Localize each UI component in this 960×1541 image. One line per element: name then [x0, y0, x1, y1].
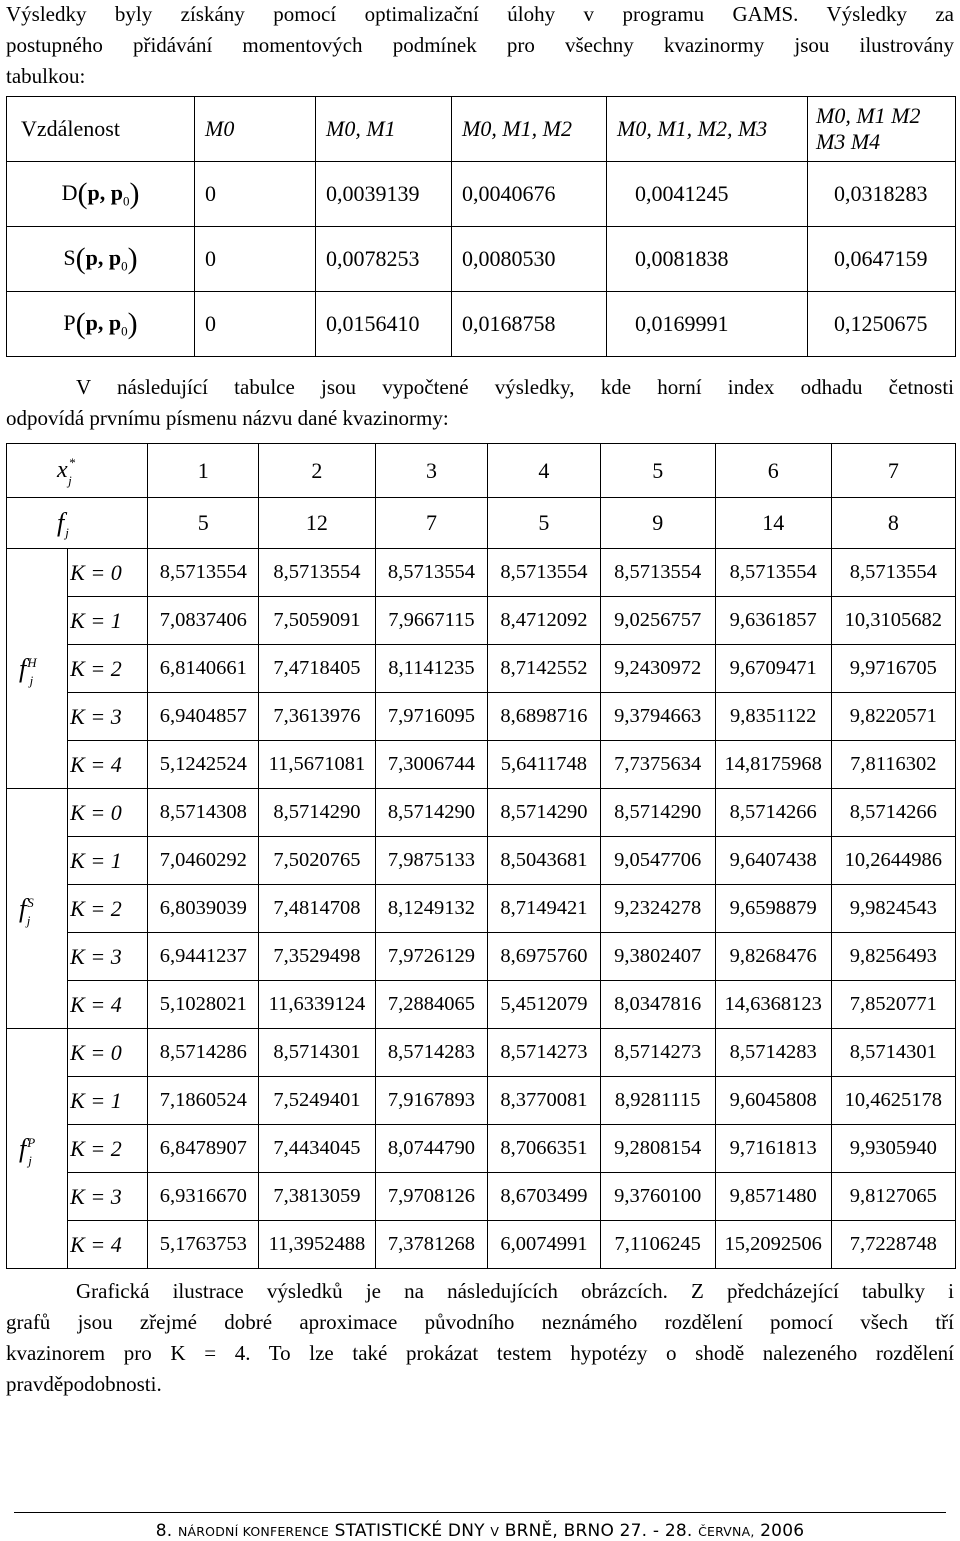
estimate-cell: 9,8220571	[831, 693, 955, 741]
intro-line: postupného přidávání momentových podmínek pro všechny kvazinormy jsou ilustrovány	[6, 33, 954, 57]
estimate-cell: 8,6703499	[488, 1173, 600, 1221]
outro-line: pravděpodobnosti.	[6, 1372, 162, 1396]
k-label: K = 0	[68, 549, 148, 597]
estimate-cell: 6,8039039	[148, 885, 259, 933]
estimate-cell: 8,5713554	[259, 549, 376, 597]
outro-paragraph	[6, 1276, 954, 1400]
distance-row-label: P(p, $p_0$)	[7, 292, 195, 357]
estimate-cell: 9,6598879	[715, 885, 831, 933]
estimate-cell: 8,5713554	[148, 549, 259, 597]
distance-cell: 0,0318283	[808, 162, 956, 227]
estimate-cell: 7,9726129	[375, 933, 487, 981]
distance-cell: 0,0078253	[316, 227, 452, 292]
footer: 8. NÁRODNÍ KONFERENCE STATISTICKÉ DNY V BRNĚ, BRNO 27. - 28. ČERVNA, 2006	[155, 1521, 805, 1541]
distance-cell: 0,0169991	[607, 292, 808, 357]
estimate-row	[7, 1173, 956, 1221]
estimate-cell: 7,9667115	[375, 597, 487, 645]
x-values-row	[7, 444, 956, 498]
estimate-cell: 7,5249401	[259, 1077, 376, 1125]
distance-cell: 0,1250675	[808, 292, 956, 357]
estimate-cell: 9,8351122	[715, 693, 831, 741]
k-label: K = 0	[68, 1029, 148, 1077]
estimate-cell: 8,5714266	[715, 789, 831, 837]
estimate-cell: 8,5713554	[375, 549, 487, 597]
estimate-cell: 9,2430972	[600, 645, 715, 693]
distance-cell: 0	[195, 292, 316, 357]
x-value: 3	[375, 444, 487, 498]
estimate-cell: 8,5713554	[600, 549, 715, 597]
moment-header: M0, M1	[316, 97, 452, 162]
estimate-cell: 6,9404857	[148, 693, 259, 741]
estimate-cell: 8,5714283	[375, 1029, 487, 1077]
estimate-cell: 6,8478907	[148, 1125, 259, 1173]
f-value: 14	[715, 498, 831, 549]
estimator-group-label: $f^S_j$	[7, 789, 68, 1029]
estimate-cell: 9,0256757	[600, 597, 715, 645]
estimate-cell: 9,6045808	[715, 1077, 831, 1125]
estimate-row	[7, 885, 956, 933]
estimate-cell: 9,3760100	[600, 1173, 715, 1221]
estimate-cell: 8,5714273	[488, 1029, 600, 1077]
estimate-cell: 6,9316670	[148, 1173, 259, 1221]
f-value: 7	[375, 498, 487, 549]
distance-row	[7, 227, 956, 292]
estimate-cell: 8,9281115	[600, 1077, 715, 1125]
estimate-cell: 7,8520771	[831, 981, 955, 1029]
intro-line: tabulkou:	[6, 64, 86, 88]
k-label: K = 2	[68, 645, 148, 693]
estimate-cell: 6,8140661	[148, 645, 259, 693]
k-label: K = 1	[68, 1077, 148, 1125]
moment-header: M0, M1, M2, M3	[607, 97, 808, 162]
estimate-cell: 8,5714290	[600, 789, 715, 837]
estimate-row	[7, 1125, 956, 1173]
estimate-row	[7, 693, 956, 741]
estimate-cell: 7,7375634	[600, 741, 715, 789]
moment-header: M0, M1, M2	[452, 97, 607, 162]
distance-cell: 0,0039139	[316, 162, 452, 227]
footer-divider	[14, 1512, 946, 1513]
estimate-cell: 8,7066351	[488, 1125, 600, 1173]
x-value: 7	[831, 444, 955, 498]
estimate-row	[7, 789, 956, 837]
estimate-cell: 5,1763753	[148, 1221, 259, 1269]
x-label: $x^*_j$	[7, 444, 148, 498]
estimate-cell: 8,5714283	[715, 1029, 831, 1077]
f-value: 5	[148, 498, 259, 549]
estimate-cell: 6,0074991	[488, 1221, 600, 1269]
k-label: K = 4	[68, 741, 148, 789]
estimate-cell: 7,9716095	[375, 693, 487, 741]
estimate-cell: 7,1106245	[600, 1221, 715, 1269]
k-label: K = 3	[68, 933, 148, 981]
estimate-cell: 9,8127065	[831, 1173, 955, 1221]
estimate-cell: 7,3813059	[259, 1173, 376, 1221]
estimate-cell: 8,4712092	[488, 597, 600, 645]
estimate-cell: 7,7228748	[831, 1221, 955, 1269]
moment-header: M0, M1 M2 M3 M4	[808, 97, 956, 162]
outro-line: grafů jsou zřejmé dobré aproximace původního neznámého rozdělení pomocí všech tří	[6, 1310, 954, 1334]
distance-cell: 0,0647159	[808, 227, 956, 292]
estimate-cell: 7,5059091	[259, 597, 376, 645]
distance-cell: 0	[195, 227, 316, 292]
estimate-cell: 9,9305940	[831, 1125, 955, 1173]
x-value: 1	[148, 444, 259, 498]
mid-line: odpovídá prvnímu písmenu názvu dané kvazinormy:	[6, 406, 449, 430]
f-label: $f_j$	[7, 498, 148, 549]
estimate-cell: 7,8116302	[831, 741, 955, 789]
x-value: 6	[715, 444, 831, 498]
estimate-row	[7, 597, 956, 645]
estimate-cell: 8,5714301	[259, 1029, 376, 1077]
distance-row-label: D(p, $p_0$)	[7, 162, 195, 227]
k-label: K = 2	[68, 885, 148, 933]
estimate-cell: 8,5713554	[488, 549, 600, 597]
distance-cell: 0,0156410	[316, 292, 452, 357]
estimate-cell: 10,2644986	[831, 837, 955, 885]
mid-paragraph	[6, 372, 954, 434]
estimate-cell: 8,5714290	[375, 789, 487, 837]
k-label: K = 3	[68, 693, 148, 741]
estimate-cell: 8,5714266	[831, 789, 955, 837]
estimate-row	[7, 933, 956, 981]
f-value: 5	[488, 498, 600, 549]
f-value: 9	[600, 498, 715, 549]
estimate-cell: 9,9824543	[831, 885, 955, 933]
moment-header: M0	[195, 97, 316, 162]
estimator-group-label: $f^H_j$	[7, 549, 68, 789]
estimate-cell: 9,3794663	[600, 693, 715, 741]
estimate-cell: 9,0547706	[600, 837, 715, 885]
k-label: K = 2	[68, 1125, 148, 1173]
outro-line: Grafická ilustrace výsledků je na následujících obrázcích. Z předcházející tabulky i	[76, 1279, 954, 1303]
estimate-cell: 8,6898716	[488, 693, 600, 741]
estimate-row	[7, 741, 956, 789]
distance-cell: 0,0041245	[607, 162, 808, 227]
estimate-row	[7, 645, 956, 693]
k-label: K = 3	[68, 1173, 148, 1221]
estimate-cell: 9,8268476	[715, 933, 831, 981]
estimate-cell: 7,4718405	[259, 645, 376, 693]
estimate-cell: 8,7149421	[488, 885, 600, 933]
estimate-cell: 8,1249132	[375, 885, 487, 933]
estimate-cell: 7,2884065	[375, 981, 487, 1029]
estimate-cell: 7,3006744	[375, 741, 487, 789]
x-value: 5	[600, 444, 715, 498]
distance-cell: 0	[195, 162, 316, 227]
estimate-cell: 5,1242524	[148, 741, 259, 789]
estimate-cell: 5,1028021	[148, 981, 259, 1029]
mid-line: V následující tabulce jsou vypočtené výsledky, kde horní index odhadu četnosti	[76, 375, 954, 399]
estimate-cell: 8,5714290	[488, 789, 600, 837]
intro-paragraph	[6, 0, 954, 92]
estimate-cell: 8,5714301	[831, 1029, 955, 1077]
distance-cell: 0,0168758	[452, 292, 607, 357]
f-value: 12	[259, 498, 376, 549]
distance-table-header-row	[7, 97, 956, 162]
estimate-cell: 5,6411748	[488, 741, 600, 789]
estimate-cell: 9,8256493	[831, 933, 955, 981]
estimate-cell: 7,9167893	[375, 1077, 487, 1125]
estimate-cell: 8,5713554	[831, 549, 955, 597]
estimate-cell: 15,2092506	[715, 1221, 831, 1269]
estimate-cell: 7,3613976	[259, 693, 376, 741]
frequency-table	[6, 443, 956, 1269]
estimate-cell: 11,6339124	[259, 981, 376, 1029]
estimate-cell: 11,3952488	[259, 1221, 376, 1269]
estimator-group-label: $f^P_j$	[7, 1029, 68, 1269]
k-label: K = 4	[68, 1221, 148, 1269]
estimate-cell: 9,6361857	[715, 597, 831, 645]
estimate-cell: 8,5714273	[600, 1029, 715, 1077]
estimate-cell: 9,8571480	[715, 1173, 831, 1221]
estimate-cell: 8,5043681	[488, 837, 600, 885]
estimate-cell: 8,1141235	[375, 645, 487, 693]
estimate-cell: 9,2324278	[600, 885, 715, 933]
estimate-cell: 7,0837406	[148, 597, 259, 645]
estimate-cell: 7,1860524	[148, 1077, 259, 1125]
estimate-cell: 10,4625178	[831, 1077, 955, 1125]
estimate-row	[7, 1221, 956, 1269]
estimate-row	[7, 1077, 956, 1125]
k-label: K = 0	[68, 789, 148, 837]
estimate-cell: 9,6407438	[715, 837, 831, 885]
estimate-cell: 8,7142552	[488, 645, 600, 693]
estimate-cell: 8,3770081	[488, 1077, 600, 1125]
estimate-cell: 5,4512079	[488, 981, 600, 1029]
estimate-cell: 8,5714308	[148, 789, 259, 837]
estimate-cell: 8,5714286	[148, 1029, 259, 1077]
estimate-cell: 9,9716705	[831, 645, 955, 693]
distance-row	[7, 292, 956, 357]
intro-line: Výsledky byly získány pomocí optimalizační úlohy v programu GAMS. Výsledky za	[6, 2, 954, 26]
x-value: 4	[488, 444, 600, 498]
estimate-cell: 7,5020765	[259, 837, 376, 885]
estimate-cell: 8,6975760	[488, 933, 600, 981]
estimate-cell: 7,3781268	[375, 1221, 487, 1269]
estimate-cell: 9,2808154	[600, 1125, 715, 1173]
estimate-cell: 8,0744790	[375, 1125, 487, 1173]
outro-line: kvazinorem pro K = 4. To lze také prokázat testem hypotézy o shodě nalezeného rozdělení	[6, 1341, 954, 1365]
estimate-row	[7, 549, 956, 597]
estimate-cell: 7,4434045	[259, 1125, 376, 1173]
estimate-cell: 8,0347816	[600, 981, 715, 1029]
estimate-row	[7, 837, 956, 885]
distance-cell: 0,0040676	[452, 162, 607, 227]
estimate-cell: 11,5671081	[259, 741, 376, 789]
estimate-cell: 6,9441237	[148, 933, 259, 981]
estimate-cell: 7,3529498	[259, 933, 376, 981]
estimate-cell: 8,5714290	[259, 789, 376, 837]
estimate-cell: 14,6368123	[715, 981, 831, 1029]
distance-row	[7, 162, 956, 227]
estimate-row	[7, 981, 956, 1029]
estimate-cell: 10,3105682	[831, 597, 955, 645]
distance-cell: 0,0081838	[607, 227, 808, 292]
estimate-cell: 8,5713554	[715, 549, 831, 597]
k-label: K = 4	[68, 981, 148, 1029]
estimate-cell: 7,9875133	[375, 837, 487, 885]
f-values-row	[7, 498, 956, 549]
distance-cell: 0,0080530	[452, 227, 607, 292]
estimate-cell: 7,9708126	[375, 1173, 487, 1221]
estimate-cell: 9,7161813	[715, 1125, 831, 1173]
estimate-cell: 9,3802407	[600, 933, 715, 981]
x-value: 2	[259, 444, 376, 498]
distance-table-corner: Vzdálenost	[7, 97, 195, 162]
estimate-cell: 14,8175968	[715, 741, 831, 789]
k-label: K = 1	[68, 837, 148, 885]
distance-row-label: S(p, $p_0$)	[7, 227, 195, 292]
estimate-cell: 7,0460292	[148, 837, 259, 885]
estimate-cell: 7,4814708	[259, 885, 376, 933]
k-label: K = 1	[68, 597, 148, 645]
distance-table	[6, 96, 956, 357]
estimate-cell: 9,6709471	[715, 645, 831, 693]
f-value: 8	[831, 498, 955, 549]
estimate-row	[7, 1029, 956, 1077]
